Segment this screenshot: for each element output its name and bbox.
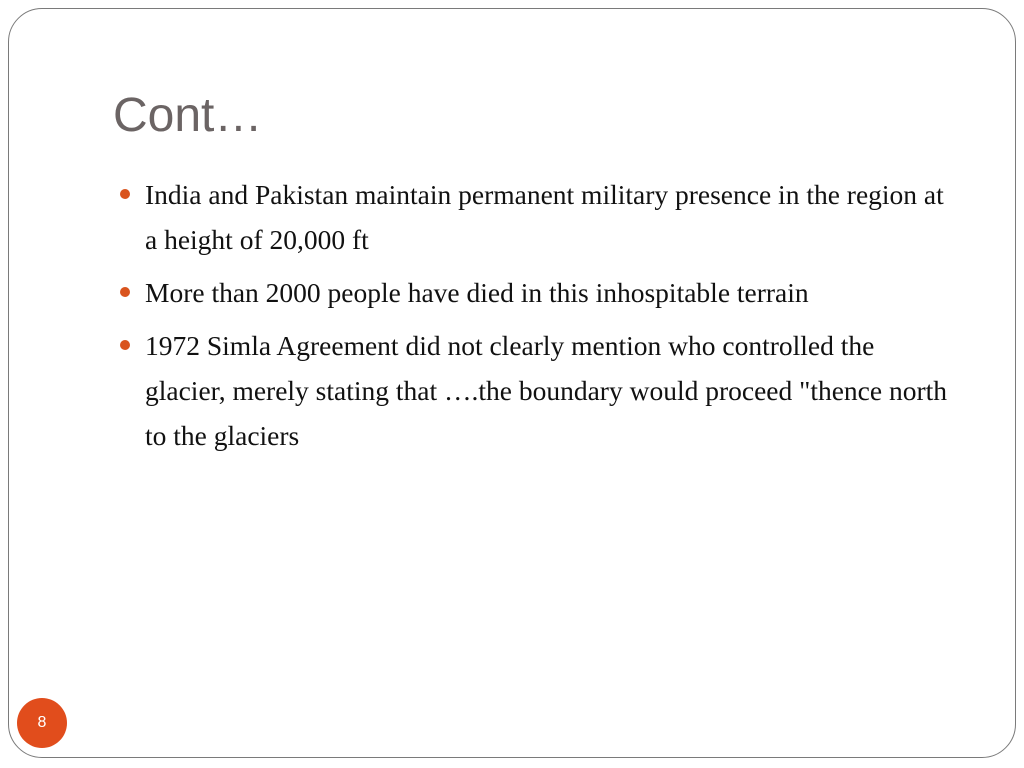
bullet-list [113, 172, 953, 466]
slide-title: Cont… [113, 89, 263, 142]
bullet-item [113, 323, 953, 458]
bullet-item [113, 172, 953, 262]
bullet-text: India and Pakistan maintain permanent military presence in the region at a height of 20,000 ft [145, 179, 944, 255]
bullet-dot-icon [120, 340, 130, 350]
bullet-text: 1972 Simla Agreement did not clearly mention who controlled the glacier, merely stating that ….the boundary would proceed "thence north to the glaciers [145, 330, 948, 451]
bullet-text: More than 2000 people have died in this inhospitable terrain [145, 277, 809, 308]
bullet-item [113, 270, 953, 315]
page-number-badge [17, 698, 67, 748]
slide-frame [8, 8, 1016, 758]
bullet-dot-icon [120, 287, 130, 297]
page-number: 8 [37, 714, 47, 731]
bullet-dot-icon [120, 189, 130, 199]
